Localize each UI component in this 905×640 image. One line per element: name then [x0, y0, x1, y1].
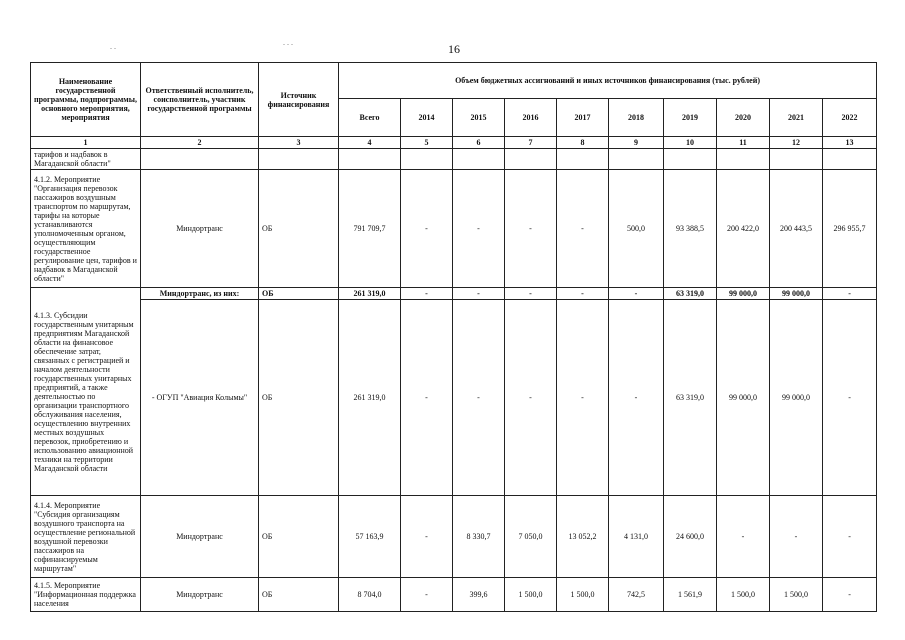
row-name: 4.1.4. Мероприятие "Субсидия организациям воздушного транспорта на осуществление региональной воздушной перевозки пассажиров на софинансируемым маршрутам": [31, 496, 141, 578]
col-index: 6: [453, 137, 505, 149]
header-year: 2019: [664, 99, 717, 137]
row-executor: Миндортранс: [141, 170, 259, 288]
col-index: 11: [717, 137, 770, 149]
header-year: 2016: [505, 99, 557, 137]
row-value: [339, 149, 401, 170]
table-row: [31, 578, 877, 612]
header-total: Всего: [339, 99, 401, 137]
row-value: -: [401, 170, 453, 288]
col-index: 12: [770, 137, 823, 149]
row-value: 1 500,0: [505, 578, 557, 612]
row-value: 1 500,0: [770, 578, 823, 612]
row-value: -: [557, 288, 609, 300]
row-value: -: [823, 496, 877, 578]
row-value: -: [557, 170, 609, 288]
row-value: -: [770, 496, 823, 578]
header-source: Источник финансирования: [259, 63, 339, 137]
row-value: 1 500,0: [717, 578, 770, 612]
row-value: 13 052,2: [557, 496, 609, 578]
scan-artifact: . . .: [283, 38, 293, 47]
column-index-row: [31, 137, 877, 149]
row-value: -: [401, 578, 453, 612]
header-year: 2014: [401, 99, 453, 137]
row-source: ОБ: [259, 496, 339, 578]
row-value: [770, 149, 823, 170]
row-source: ОБ: [259, 288, 339, 300]
table-row: [31, 496, 877, 578]
row-value: -: [401, 496, 453, 578]
row-value: 261 319,0: [339, 288, 401, 300]
row-value: 8 704,0: [339, 578, 401, 612]
row-value: -: [557, 300, 609, 496]
row-value: 296 955,7: [823, 170, 877, 288]
page-number: 16: [448, 42, 460, 56]
row-value: [453, 149, 505, 170]
row-value: -: [505, 288, 557, 300]
row-executor: [141, 149, 259, 170]
row-source: ОБ: [259, 170, 339, 288]
row-value: 791 709,7: [339, 170, 401, 288]
table-row: [31, 170, 877, 288]
row-value: 500,0: [609, 170, 664, 288]
row-value: 8 330,7: [453, 496, 505, 578]
row-value: -: [401, 300, 453, 496]
row-value: 4 131,0: [609, 496, 664, 578]
funding-table: [30, 62, 877, 612]
scan-artifact: . .: [110, 42, 116, 51]
row-value: [401, 149, 453, 170]
col-index: 4: [339, 137, 401, 149]
row-value: 742,5: [609, 578, 664, 612]
header-year: 2022: [823, 99, 877, 137]
row-value: 200 443,5: [770, 170, 823, 288]
row-executor: Миндортранс: [141, 578, 259, 612]
row-value: [664, 149, 717, 170]
row-value: 1 561,9: [664, 578, 717, 612]
header-year: 2020: [717, 99, 770, 137]
row-value: -: [453, 288, 505, 300]
row-value: -: [823, 300, 877, 496]
header-funding: Объем бюджетных ассигнований и иных источников финансирования (тыс. рублей): [339, 63, 877, 99]
row-value: 1 500,0: [557, 578, 609, 612]
row-source: ОБ: [259, 300, 339, 496]
header-name: Наименование государственной программы, подпрограммы, основного мероприятия, мероприятия: [31, 63, 141, 137]
row-name: 4.1.5. Мероприятие "Информационная поддержка населения: [31, 578, 141, 612]
col-index: 8: [557, 137, 609, 149]
header-year: 2015: [453, 99, 505, 137]
row-value: -: [505, 300, 557, 496]
row-value: 7 050,0: [505, 496, 557, 578]
row-value: -: [609, 288, 664, 300]
row-value: -: [823, 578, 877, 612]
row-name: 4.1.3. Субсидии государственным унитарным предприятиям Магаданской области на финансовое обеспечение затрат, связанных с регистрацией и началом деятельности государственных унитарных предприятий, а также деятельностью по организации транспортного обслуживания населения, осуществлению внутренних местных воздушных перевозок, приобретению и использованию авиационной техники на территории Магаданской области: [31, 288, 141, 496]
col-index: 5: [401, 137, 453, 149]
row-executor: - ОГУП "Авиация Колымы": [141, 300, 259, 496]
row-value: 93 388,5: [664, 170, 717, 288]
col-index: 3: [259, 137, 339, 149]
row-value: 99 000,0: [717, 288, 770, 300]
row-value: [557, 149, 609, 170]
row-value: 63 319,0: [664, 288, 717, 300]
row-value: [823, 149, 877, 170]
header-year: 2021: [770, 99, 823, 137]
col-index: 1: [31, 137, 141, 149]
row-value: [609, 149, 664, 170]
row-executor: Миндортранс: [141, 496, 259, 578]
col-index: 10: [664, 137, 717, 149]
header-year: 2018: [609, 99, 664, 137]
col-index: 2: [141, 137, 259, 149]
row-value: 99 000,0: [770, 288, 823, 300]
row-value: 99 000,0: [770, 300, 823, 496]
row-value: 261 319,0: [339, 300, 401, 496]
row-name: 4.1.2. Мероприятие "Организация перевозок пассажиров воздушным транспортом по маршрутам, тарифы на которые устанавливаются уполномоченным органом, осуществляющим государственное регулирование цен, тарифов и надбавок в Магаданской области": [31, 170, 141, 288]
header-executor: Ответственный исполнитель, соисполнитель, участник государственной программы: [141, 63, 259, 137]
row-value: -: [453, 300, 505, 496]
row-executor: Миндортранс, из них:: [141, 288, 259, 300]
col-index: 9: [609, 137, 664, 149]
row-value: -: [505, 170, 557, 288]
row-value: 99 000,0: [717, 300, 770, 496]
col-index: 7: [505, 137, 557, 149]
col-index: 13: [823, 137, 877, 149]
row-source: [259, 149, 339, 170]
row-name: тарифов и надбавок в Магаданской области": [31, 149, 141, 170]
row-value: 24 600,0: [664, 496, 717, 578]
row-value: -: [823, 288, 877, 300]
row-value: 63 319,0: [664, 300, 717, 496]
row-value: [717, 149, 770, 170]
row-value: 200 422,0: [717, 170, 770, 288]
row-source: ОБ: [259, 578, 339, 612]
row-value: -: [453, 170, 505, 288]
table-row: [31, 288, 877, 300]
row-value: -: [401, 288, 453, 300]
header-year: 2017: [557, 99, 609, 137]
table-row: [31, 149, 877, 170]
row-value: -: [717, 496, 770, 578]
table-row: [31, 300, 877, 496]
row-value: 399,6: [453, 578, 505, 612]
row-value: [505, 149, 557, 170]
row-value: 57 163,9: [339, 496, 401, 578]
row-value: -: [609, 300, 664, 496]
